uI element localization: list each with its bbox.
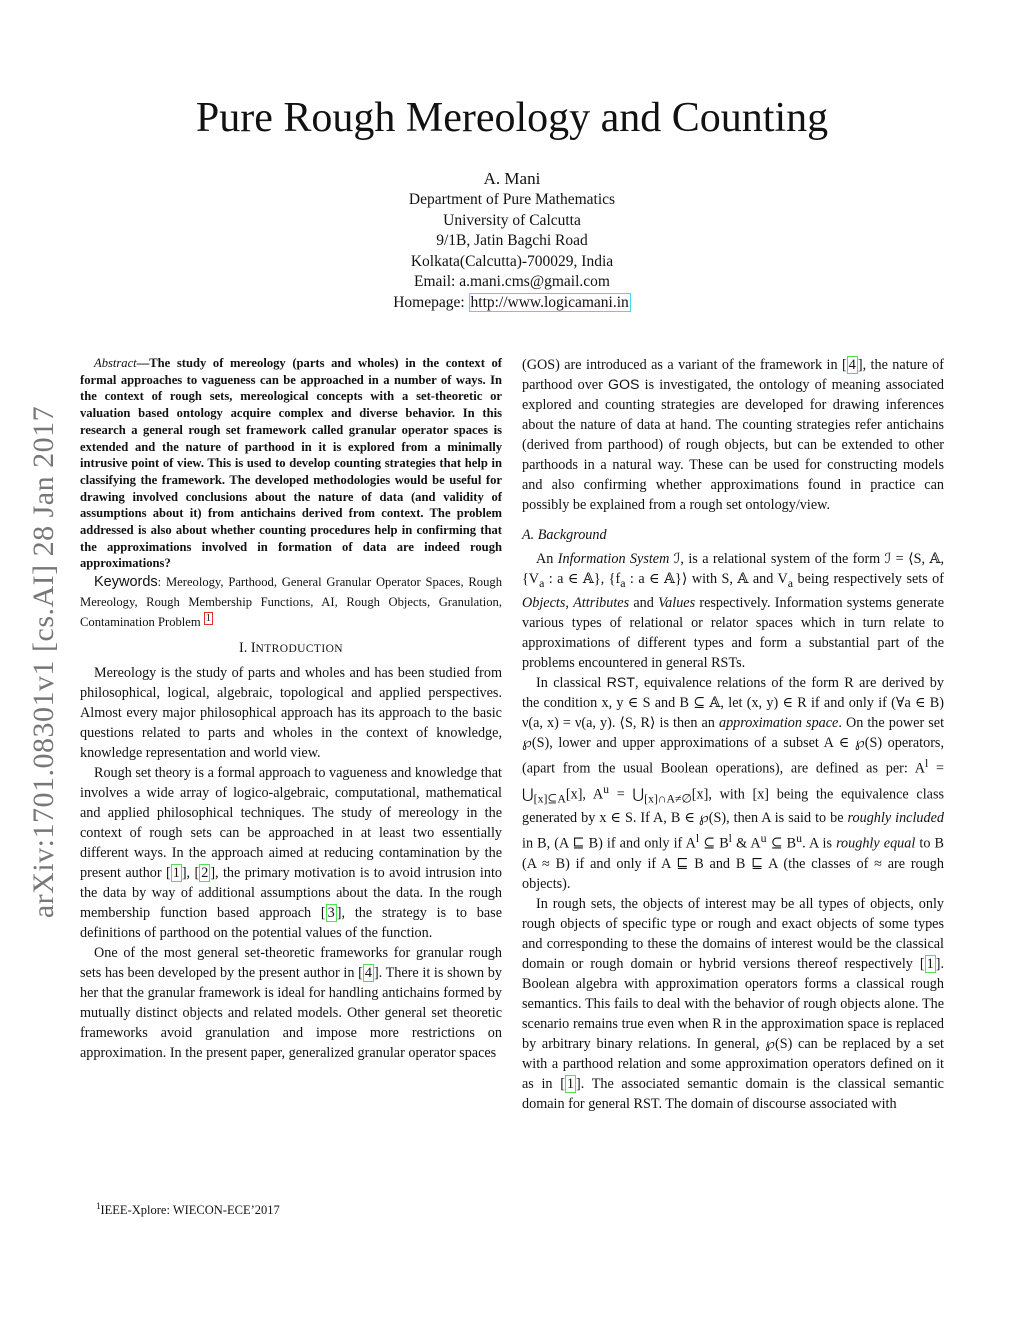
text-run: : a ∈ 𝔸}, {f [544, 571, 621, 587]
background-paragraph-3 [522, 894, 944, 1114]
author-homepage [0, 293, 1024, 314]
paper-title: Pure Rough Mereology and Counting [195, 95, 829, 141]
gos-acronym: GOS [607, 377, 640, 393]
author-email: Email: a.mani.cms@gmail.com [414, 273, 610, 291]
text-run: . On the power set ℘(S), lower and upper approximations of a subset A ∈ ℘(S) operators, (apart from the usual Boolean operations), are defined as per: A [522, 714, 945, 777]
subsection-heading-background: A. Background [522, 527, 607, 543]
homepage-label: Homepage: [393, 293, 469, 311]
author-university: University of Calcutta [443, 211, 581, 229]
text-run: ], the strategy is to base definitions of parthood on the potential values of the function. [80, 905, 502, 942]
italic-term: roughly included [847, 810, 944, 827]
superscript: l [728, 831, 732, 846]
subscript: [x]∩A≠∅ [644, 791, 692, 806]
text-run: In rough sets, the objects of interest may be all types of objects, only rough objects of specific type or rough and exact objects of some types and corresponding to these the domains of interest would be the classical domain or rough domain or hybrid versions thereof respectively [ [522, 895, 944, 972]
citation-link[interactable]: 1 [566, 1075, 575, 1092]
homepage-link[interactable]: http://www.logicamani.in [470, 293, 629, 311]
subscript: [x]⊆A [533, 791, 566, 806]
arxiv-stamp-text: arXiv:1701.08301v1 [cs.AI] 28 Jan 2017 [27, 405, 60, 919]
citation-link[interactable]: 4 [848, 357, 856, 373]
text-run: One of the most general set-theoretic frameworks for granular rough sets has been developed by the present author in [ [80, 945, 502, 982]
left-column [80, 355, 502, 1063]
right-paragraph-1 [522, 355, 944, 515]
text-run: [x], A [565, 786, 604, 803]
footnote [96, 1198, 280, 1218]
keywords-text: : Mereology, Parthood, General Granular Operator Spaces, Rough Mereology, Rough Membership Functions, AI, Rough Objects, Granulation, Contamination Problem [80, 575, 502, 630]
footnote-text: IEEE-Xplore: WIECON-ECE’2017 [100, 1203, 280, 1218]
text-run: (GOS) are introduced as a variant of the framework in [ [522, 357, 847, 373]
section-first-letter: I [250, 640, 256, 657]
text-run: being respectively sets of [793, 571, 944, 587]
superscript: l [695, 831, 700, 846]
footnote-link[interactable]: 1 [205, 612, 211, 624]
text-run: In classical [536, 674, 607, 691]
text-run: ], [ [181, 865, 200, 882]
citation-link[interactable]: 2 [201, 865, 209, 882]
author-name: A. Mani [483, 169, 541, 188]
abstract-text: The study of mereology (parts and wholes) in the context of formal approaches to vagueness can be approached in a number of ways. In the context of rough sets, mereological concepts with a set-theoretic or valuation based ontology acquire complex and diverse behavior. In this research a general rough set framework called granular operator spaces is extended and the nature of parthood in it is explored from a minimally intrusive point of view. This is used to develop counting strategies that help in classifying the framework. The developed methodologies would be useful for drawing involved conclusions about the nature of data (and validity of assumptions about it) from antichains derived from context. The problem addressed is also about whether counting procedures help in confirming that the approximations involved in formation of data are indeed rough approximations? [80, 356, 502, 571]
text-run: in B, (A ⊑ B) if and only if A [522, 835, 696, 852]
footnote-mark: 1 [96, 1201, 101, 1211]
text-run: : a ∈ 𝔸}⟩ with S, 𝔸 and V [625, 571, 788, 587]
text-run: ℐ, is a relational system of the form ℐ = ⟨S, 𝔸, {V [522, 551, 945, 587]
section-numeral: I. [238, 640, 251, 657]
text-run: is investigated, the ontology of meaning associated explored and counting strategies are developed for drawing inferences about the nature of data at hand. The counting strategies refer antichains (derived from parthood) of rough objects, but can be extended to other parthoods in a natural way. These can be used for constructing models and also confirming whether approximations found in practice can possibly be explained from a rough set ontology/view. [522, 377, 944, 513]
text-run: Rough set theory is a formal approach to vagueness and knowledge that involves a wide array of logico-algebraic, computational, mathematical and applied philosophical techniques. The study of mereology in the context of rough sets can be approached in at least two essentially different ways. In the approach aimed at reducing contamination by the present author [ [80, 765, 502, 882]
section-heading-introduction [80, 638, 502, 659]
italic-term: Objects [522, 594, 566, 611]
text-run: ⊆ B [766, 835, 797, 852]
citation-link[interactable]: 1 [926, 955, 934, 972]
text-run: respectively. Information systems generate various types of relational or relator spaces which in turn relate to approximations of different types and form a substantial part of the problems encountered in general RSTs. [522, 594, 944, 671]
intro-paragraph-2 [80, 763, 502, 943]
text-run: = ⋃ [522, 760, 944, 803]
text-run: , equivalence relations of the form R are derived by the condition x, y ∈ S and B ⊆ 𝔸, let (x, y) ∈ R if and only if (∀a ∈ B) ν(a, x) = ν(a, y). ⟨S, R⟩ is then an [522, 674, 944, 731]
background-paragraph-2 [522, 673, 944, 894]
keywords [80, 572, 502, 632]
citation-link[interactable]: 3 [327, 905, 335, 922]
superscript: u [760, 831, 767, 846]
italic-term: approximation space [718, 714, 839, 731]
italic-term: roughly equal [836, 835, 916, 852]
intro-paragraph-1: Mereology is the study of parts and wholes and has been studied from philosophical, logical, algebraic, topological and applied perspectives. Almost every major philosophical approach has its approach to the basic questions related to parts and wholes in the context of knowledge, knowledge representation and world view. [80, 665, 502, 762]
intro-paragraph-3 [80, 943, 502, 1063]
abstract [80, 355, 502, 572]
right-column [522, 355, 944, 1114]
text-run: ]. Boolean algebra with approximation operators forms a classical rough semantics. This fails to deal with the behavior of rough objects alone. The scenario remains true even when R in the approximation space is replaced by arbitrary binary relations. In general, ℘(S) can be replaced by a set with a parthood relation and some approximation operators defined on it as in [ [522, 955, 944, 1092]
text-run: to B (A ≈ B) if and only if A ⊑ B and B ⊑ A (the classes of ≈ are rough objects). [522, 835, 944, 892]
author-city: Kolkata(Calcutta)-700029, India [410, 252, 614, 270]
author-department: Department of Pure Mathematics [408, 191, 616, 208]
text-run: ]. The associated semantic domain is the classical semantic domain for general RST. The domain of discourse associated with [522, 1075, 944, 1112]
author-street: 9/1B, Jatin Bagchi Road [436, 232, 588, 250]
text-run: , [565, 594, 574, 611]
text-run: . A is [802, 835, 837, 852]
italic-term: Values [658, 594, 696, 611]
italic-term: Information System [557, 551, 670, 567]
text-run: ]. There it is shown by her that the granular framework is ideal for handling antichains formed by mutually distinct objects and related models. Other general set theoretic frameworks avoid granulation and impose more restrictions on approximation. In the present paper, generalized granular operator spaces [80, 965, 502, 1062]
background-paragraph-1 [522, 549, 944, 673]
text-run: and [629, 594, 659, 611]
abstract-dash: — [136, 356, 150, 370]
text-run: [x], with [x] being the equivalence class generated by x ∈ S. If A, B ∈ ℘(S), then A is said to be [522, 786, 944, 827]
superscript: u [796, 831, 803, 846]
rst-acronym: RST [606, 674, 636, 691]
text-run: & A [731, 835, 761, 852]
subscript: a [539, 575, 545, 590]
subscript: a [620, 575, 626, 590]
keywords-label: Keywords [94, 574, 158, 591]
citation-link[interactable]: 1 [172, 865, 180, 882]
subscript: a [787, 575, 794, 590]
section-rest: NTRODUCTION [255, 643, 343, 656]
superscript: u [603, 781, 610, 796]
abstract-lead: Abstract [94, 356, 137, 370]
citation-link[interactable]: 4 [364, 965, 372, 982]
text-run: ], the primary motivation is to avoid intrusion into the data by way of additional assumptions about the data. In the rough membership function based approach [ [80, 865, 502, 922]
superscript: l [924, 755, 929, 770]
text-run: ], the nature of parthood over [522, 357, 944, 393]
text-run: = ⋃ [609, 786, 645, 803]
text-run: An [536, 551, 558, 567]
italic-term: Attributes [573, 594, 630, 611]
text-run: ⊆ B [699, 835, 729, 852]
author-block [0, 168, 1024, 314]
